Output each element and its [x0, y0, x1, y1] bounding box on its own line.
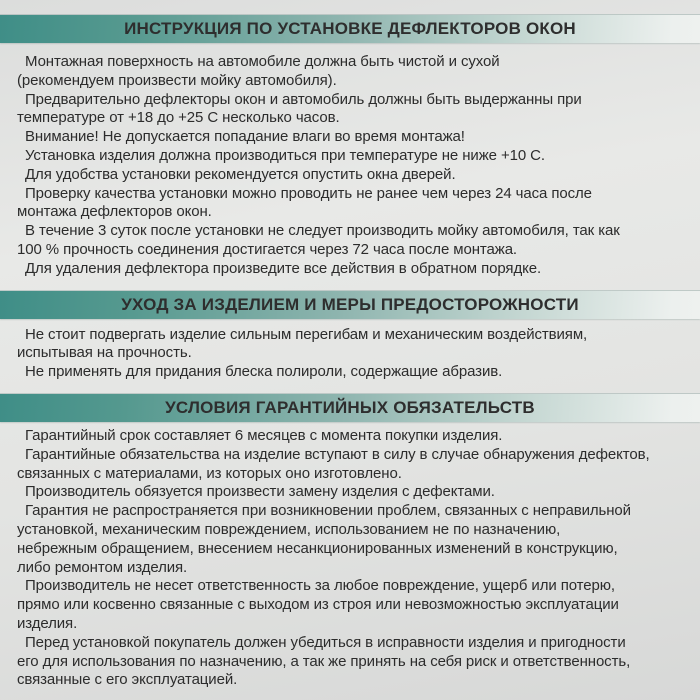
section-title-banner: [0, 394, 700, 422]
section-title: УХОД ЗА ИЗДЕЛИЕМ И МЕРЫ ПРЕДОСТОРОЖНОСТИ: [121, 294, 579, 314]
paragraph-line: связанные с его эксплуатацией.: [17, 671, 238, 689]
paragraph-line: температуре от +18 до +25 С несколько часов.: [17, 109, 340, 127]
paragraph-line: Производитель не несет ответственность за любое повреждение, ущерб или потерю,: [25, 577, 615, 595]
paragraph-line: Для удаления дефлектора произведите все действия в обратном порядке.: [25, 259, 542, 277]
paragraph-line: либо ремонтом изделия.: [17, 558, 188, 576]
paragraph-line: Гарантийный срок составляет 6 месяцев с момента покупки изделия.: [25, 426, 503, 444]
paragraph-line: связанных с материалами, из которых оно изготовлено.: [17, 464, 402, 482]
paragraph-line: Перед установкой покупатель должен убедиться в исправности изделия и пригодности: [25, 633, 626, 651]
paragraph-line: Не применять для придания блеска полироли, содержащие абразив.: [25, 363, 503, 381]
paragraph-line: Установка изделия должна производиться при температуре не ниже +10 С.: [25, 146, 545, 164]
paragraph-line: Внимание! Не допускается попадание влаги во время монтажа!: [25, 128, 465, 146]
paragraph-line: Гарантийные обязательства на изделие вступают в силу в случае обнаружения дефектов,: [25, 445, 650, 463]
section-title: ИНСТРУКЦИЯ ПО УСТАНОВКЕ ДЕФЛЕКТОРОВ ОКОН: [124, 19, 576, 38]
paragraph-line: установкой, механическим повреждением, использованием не по назначению,: [17, 520, 561, 538]
paragraph-line: В течение 3 суток после установки не следует производить мойку автомобиля, так как: [25, 222, 620, 240]
section-title-banner: [0, 291, 700, 319]
section-title: УСЛОВИЯ ГАРАНТИЙНЫХ ОБЯЗАТЕЛЬСТВ: [165, 397, 535, 417]
paragraph-line: Производитель обязуется произвести замену изделия с дефектами.: [25, 483, 495, 501]
document-content: [0, 15, 700, 690]
paragraph-line: его для использования по назначению, а так же принять на себя риск и ответственность,: [17, 652, 631, 670]
paragraph-line: испытывая на прочность.: [17, 344, 192, 362]
paragraph-line: Предварительно дефлекторы окон и автомобиль должны быть выдержанны при: [25, 90, 582, 108]
paragraph-line: небрежным обращением, внесением несанкционированных изменений в конструкцию,: [17, 539, 618, 557]
paragraph-line: монтажа дефлекторов окон.: [17, 203, 212, 221]
section-body: [0, 326, 700, 382]
paragraph-line: Проверку качества установки можно проводить не ранее чем через 24 часа после: [25, 184, 592, 202]
paragraph-line: (рекомендуем произвести мойку автомобиля).: [17, 71, 337, 89]
section-title-banner: [0, 15, 700, 43]
paragraph-line: Монтажная поверхность на автомобиле должна быть чистой и сухой: [25, 53, 500, 70]
section-body: [0, 53, 700, 279]
paragraph-line: прямо или косвенно связанные с выходом из строя или невозможностью эксплуатации: [17, 596, 619, 614]
paragraph-line: 100 % прочность соединения достигается через 72 часа после монтажа.: [17, 240, 517, 258]
paragraph-line: Гарантия не распространяется при возникновении проблем, связанных с неправильной: [25, 502, 631, 520]
paragraph-line: Не стоит подвергать изделие сильным перегибам и механическим воздействиям,: [25, 325, 588, 343]
paragraph-line: изделия.: [17, 614, 78, 632]
paragraph-line: Для удобства установки рекомендуется опустить окна дверей.: [25, 165, 456, 183]
section-body: [0, 427, 700, 690]
